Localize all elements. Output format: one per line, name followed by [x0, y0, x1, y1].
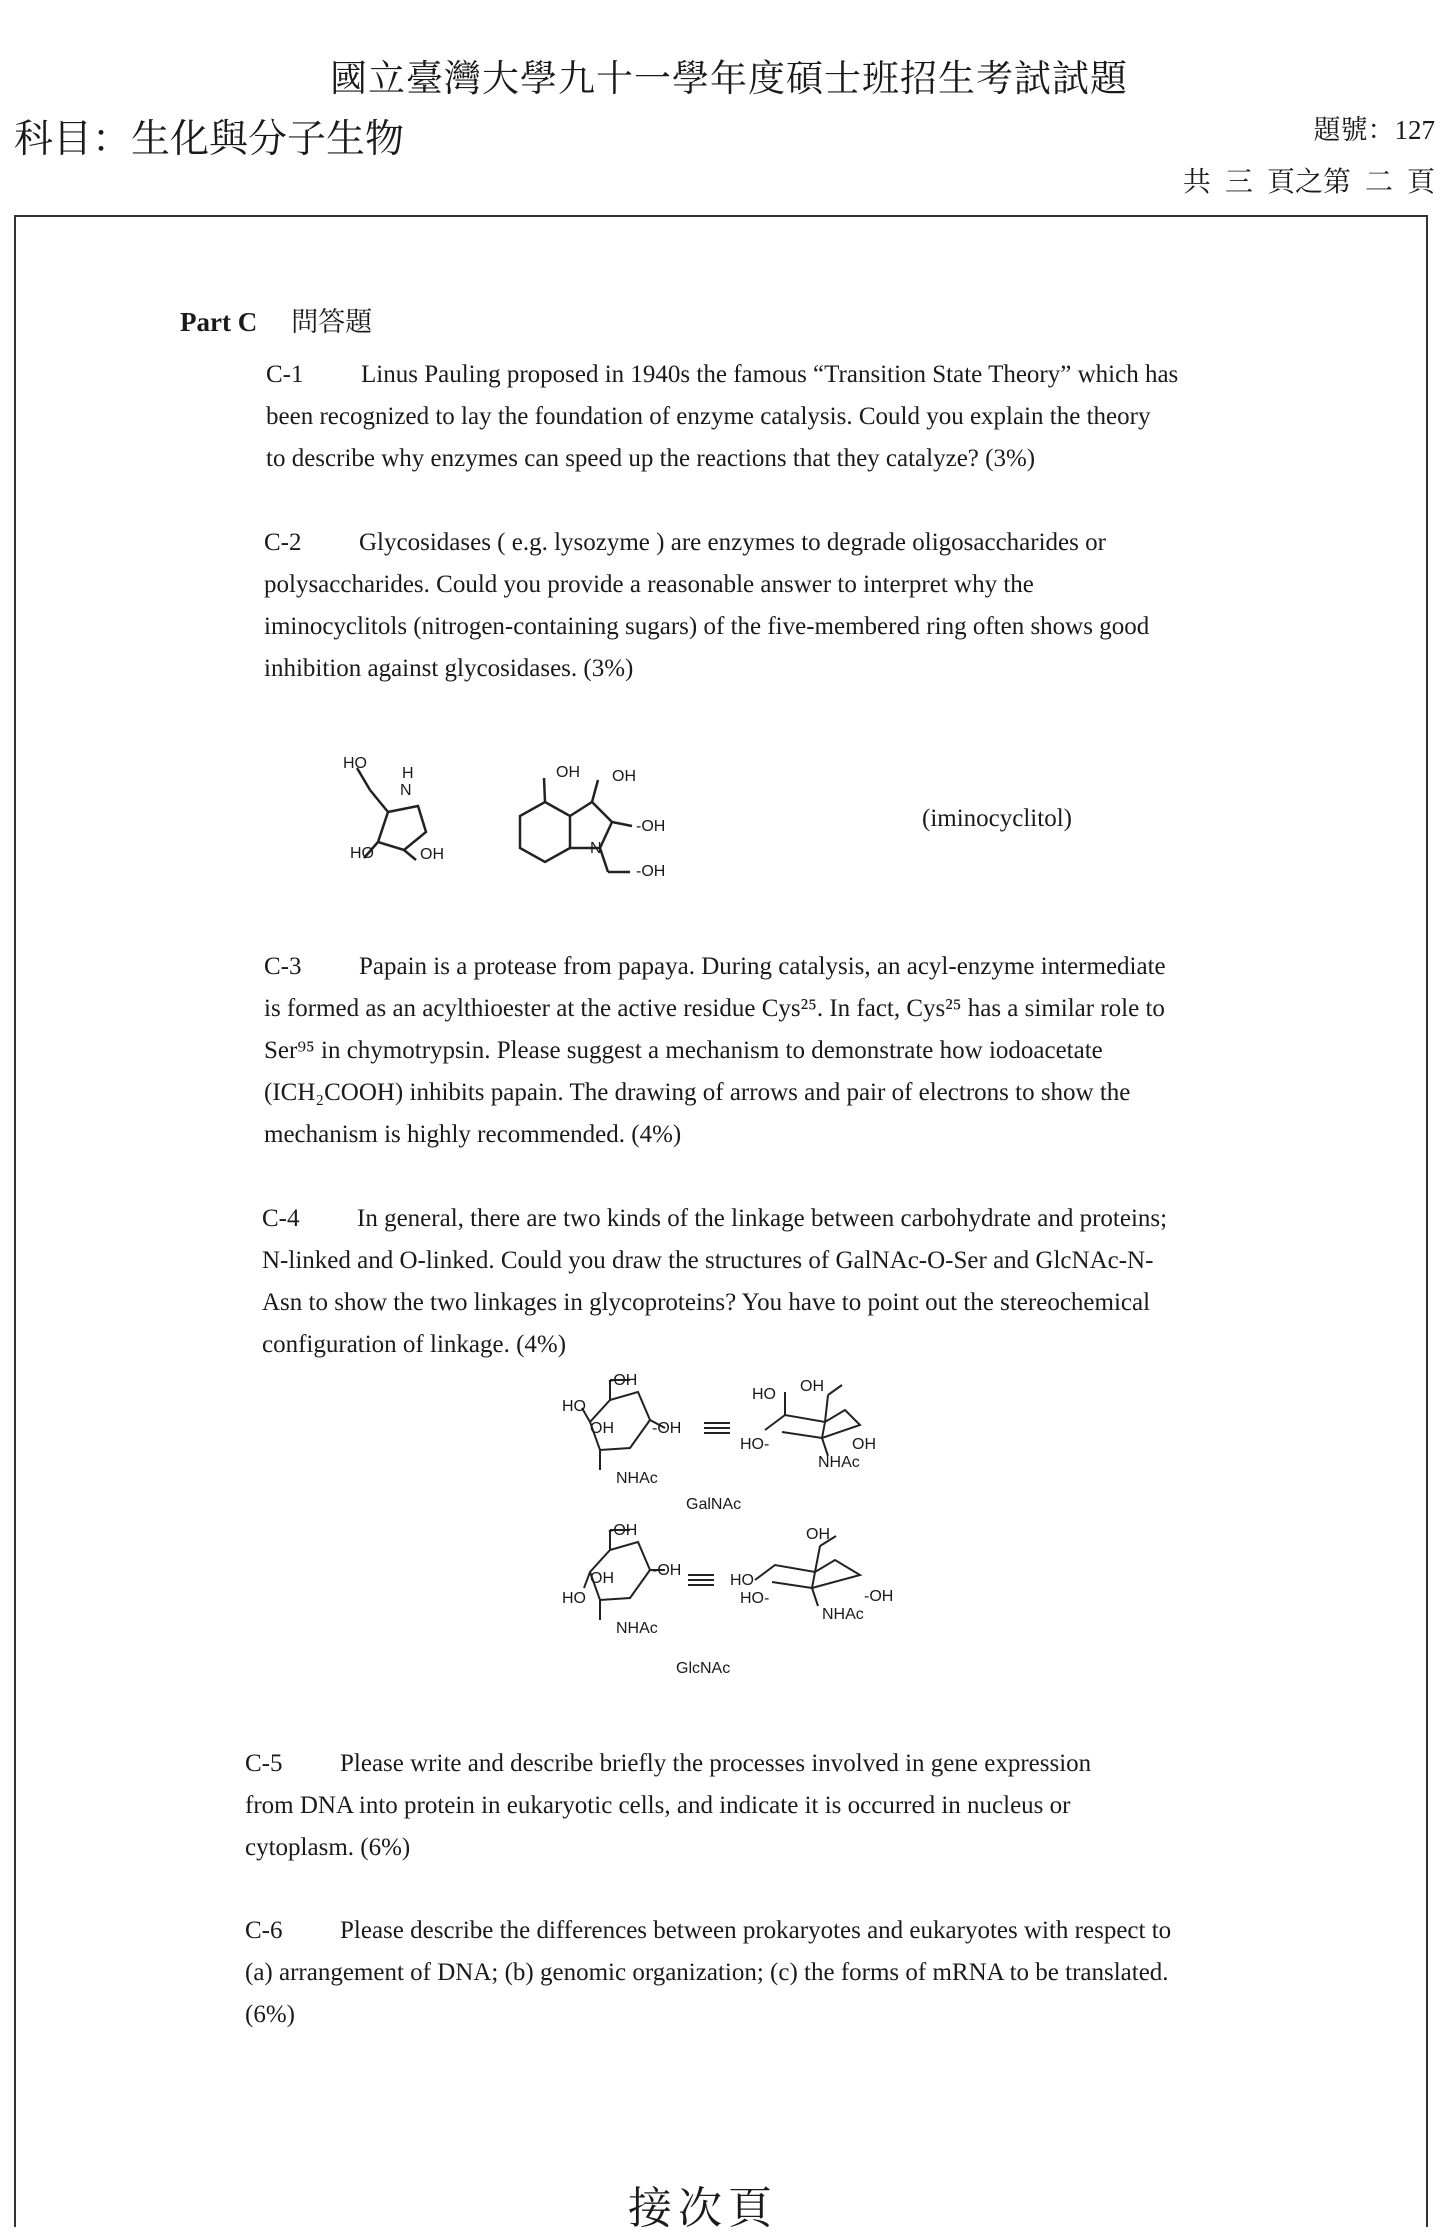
atom-label: OH — [590, 1420, 614, 1437]
atom-label: HO — [562, 1398, 586, 1415]
question-line: inhibition against glycosidases. (3%) — [264, 655, 634, 682]
question-line: cytoplasm. (6%) — [245, 1834, 411, 1861]
question-label: C-4 — [262, 1205, 300, 1232]
question-line: In general, there are two kinds of the linkage between carbohydrate and proteins; — [357, 1205, 1168, 1232]
question-line: Ser⁹⁵ in chymotrypsin. Please suggest a mechanism to demonstrate how iodoacetate — [264, 1037, 1103, 1064]
question-label: C-2 — [264, 529, 302, 556]
question-c4 — [262, 1198, 1167, 1366]
question-label: C-3 — [264, 953, 302, 980]
sugar-structures — [560, 1370, 920, 1670]
question-line: Please write and describe briefly the processes involved in gene expression — [340, 1750, 1092, 1777]
question-line: N-linked and O-linked. Could you draw the structures of GalNAc-O-Ser and GlcNAc-N- — [262, 1247, 1154, 1274]
atom-label: OH — [800, 1378, 824, 1395]
question-c6 — [245, 1910, 1171, 2036]
question-line: Glycosidases ( e.g. lysozyme ) are enzymes to degrade oligosaccharides or — [359, 529, 1106, 556]
atom-label: HO — [350, 845, 374, 862]
page-count-part: 二 — [1364, 167, 1393, 198]
page-count-part: 頁 — [1406, 167, 1435, 198]
question-line: from DNA into protein in eukaryotic cells, and indicate it is occurred in nucleus or — [245, 1792, 1071, 1819]
question-line: (6%) — [245, 2001, 295, 2028]
question-label: C-5 — [245, 1750, 283, 1777]
galnac-caption: GalNAc — [686, 1496, 742, 1513]
question-c3 — [264, 946, 1166, 1156]
question-line: configuration of linkage. (4%) — [262, 1331, 567, 1358]
atom-label: OH — [806, 1526, 830, 1543]
question-line: (a) arrangement of DNA; (b) genomic organization; (c) the forms of mRNA to be translated. — [245, 1959, 1169, 1986]
question-label: C-6 — [245, 1917, 283, 1944]
atom-label: -OH — [608, 1522, 638, 1539]
question-c1 — [266, 354, 1178, 480]
atom-label: -OH — [652, 1562, 682, 1579]
atom-label: NHAc — [822, 1606, 864, 1623]
exam-title: 國立臺灣大學九十一學年度碩士班招生考試試題 — [330, 59, 1128, 100]
question-c2 — [264, 522, 1149, 690]
question-line: been recognized to lay the foundation of enzyme catalysis. Could you explain the theory — [266, 403, 1151, 430]
question-line: to describe why enzymes can speed up the reactions that they catalyze? (3%) — [266, 445, 1036, 472]
atom-label: HO — [343, 755, 367, 772]
iminocyclitol-caption: (iminocyclitol) — [922, 805, 1072, 832]
atom-label: H — [402, 765, 414, 782]
glcnac-caption: GlcNAc — [676, 1660, 731, 1677]
page-count-part: 三 — [1224, 167, 1253, 198]
atom-label: NHAc — [818, 1454, 860, 1471]
question-line: Papain is a protease from papaya. During catalysis, an acyl-enzyme intermediate — [359, 953, 1166, 980]
atom-label: -OH — [864, 1588, 894, 1605]
atom-label: OH — [612, 768, 636, 785]
page-count-part: 共 — [1182, 167, 1211, 198]
atom-label: OH — [852, 1436, 876, 1453]
atom-label: OH — [556, 764, 580, 781]
question-line: polysaccharides. Could you provide a reasonable answer to interpret why the — [264, 571, 1034, 598]
atom-label: OH — [590, 1570, 614, 1587]
page-count-part: 頁之第 — [1266, 167, 1351, 198]
question-line: is formed as an acylthioester at the active residue Cys²⁵. In fact, Cys²⁵ has a similar role to — [264, 995, 1165, 1022]
question-c5 — [245, 1743, 1091, 1869]
question-line: Linus Pauling proposed in 1940s the famous “Transition State Theory” which has — [361, 361, 1179, 388]
question-line: Asn to show the two linkages in glycoproteins? You have to point out the stereochemical — [262, 1289, 1151, 1316]
atom-label: HO- — [740, 1590, 770, 1607]
atom-label: OH — [420, 846, 444, 863]
subject-label: 科目：生化與分子生物 — [14, 118, 405, 161]
atom-label: HO- — [740, 1436, 770, 1453]
atom-label: HO — [562, 1590, 586, 1607]
atom-label: HO — [730, 1572, 754, 1589]
continue-next-page: 接次頁 — [628, 2184, 778, 2233]
part-label: Part C — [180, 307, 258, 337]
atom-label: -OH — [608, 1372, 638, 1389]
question-label: C-1 — [266, 361, 304, 388]
atom-label: NHAc — [616, 1620, 658, 1637]
atom-label: N — [400, 782, 412, 799]
question-number: 題號：127 — [1313, 115, 1435, 145]
part-heading — [180, 300, 372, 339]
question-line: Please describe the differences between prokaryotes and eukaryotes with respect to — [340, 1917, 1172, 1944]
part-title: 問答題 — [291, 307, 373, 337]
atom-label: -OH — [652, 1420, 682, 1437]
atom-label: HO — [752, 1386, 776, 1403]
question-line: iminocyclitols (nitrogen-containing sugars) of the five-membered ring often shows good — [264, 613, 1150, 640]
atom-label: -OH — [636, 863, 666, 880]
atom-label: N — [590, 840, 602, 857]
page-count — [1169, 160, 1435, 200]
atom-label: -OH — [636, 818, 666, 835]
atom-label: NHAc — [616, 1470, 658, 1487]
question-line: (ICH₂COOH) inhibits papain. The drawing of arrows and pair of electrons to show the — [264, 1079, 1131, 1106]
question-line: mechanism is highly recommended. (4%) — [264, 1121, 682, 1148]
